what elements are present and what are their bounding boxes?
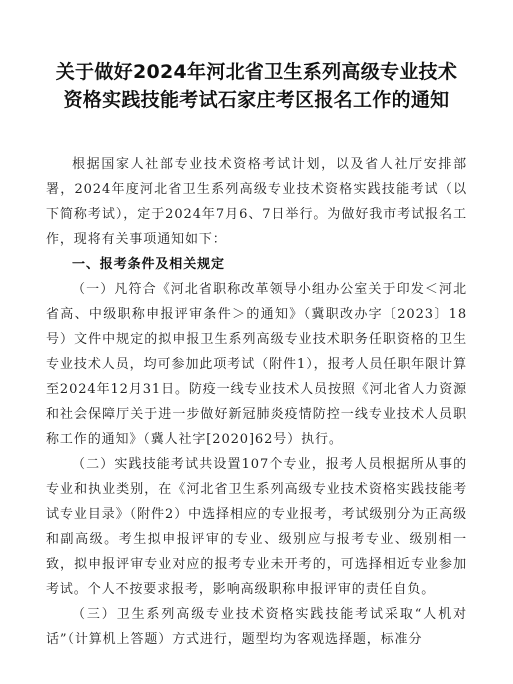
document-title (46, 0, 467, 114)
item-paragraph-3: （三）卫生系列高级专业技术资格实践技能考试采取“人机对话”（计算机上答题）方式进行，题型均为客观选择题，标准分 (46, 607, 467, 647)
document-body (46, 152, 467, 652)
item-paragraph-2: （二）实践技能考试共设置107个专业，报考人员根据所从事的专业和执业类别，在《河北省卫生系列高级专业技术资格实践技能考试专业目录》（附件2）中选择相应的专业报考，考试级别分为正高级和副高级。考生拟申报评审的专业、级别应与报考专业、级别相一致，拟申报评审专业对应的报考专业未开考的，可选择相近专业参加考试。个人不按要求报考，影响高级职称申报评审的责任自负。 (46, 457, 467, 597)
section-heading-1: 一、报考条件及相关规定 (72, 257, 225, 272)
intro-paragraph: 根据国家人社部专业技术资格考试计划，以及省人社厅安排部署，2024年度河北省卫生系列高级专业技术资格实践技能考试（以下简称考试），定于2024年7月6、7日举行。为做好我市考试报名工作，现将有关事项通知如下： (46, 157, 467, 247)
title-line-2: 资格实践技能考试石家庄考区报名工作的通知 (63, 89, 450, 111)
item-paragraph-1: （一）凡符合《河北省职称改革领导小组办公室关于印发＜河北省高、中级职称申报评审条件＞的通知》（冀职改办字〔2023〕18号）文件中规定的拟申报卫生系列高级专业技术职务任职资格的卫生专业技术人员，均可参加此项考试（附件1），报考人员任职年限计算至2024年12月31日。防疫一线专业技术人员按照《河北省人力资源和社会保障厅关于进一步做好新冠肺炎疫情防控一线专业技术人员职称工作的通知》（冀人社字[2020]62号）执行。 (46, 282, 467, 447)
title-line-1: 关于做好2024年河北省卫生系列高级专业技术 (55, 61, 458, 83)
